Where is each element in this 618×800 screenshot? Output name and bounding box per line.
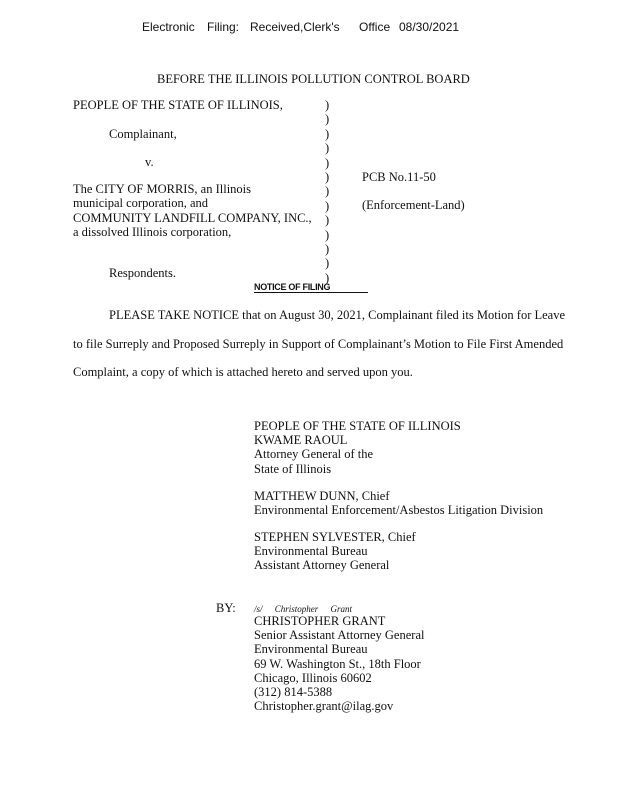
- sig-attorney-line: Environmental Bureau: [254, 642, 368, 657]
- electronic-signature: /s/ Christopher Grant: [254, 604, 353, 614]
- sig-attorney-line: 69 W. Washington St., 18th Floor: [254, 656, 421, 671]
- caption-versus: v.: [145, 155, 154, 169]
- sig-division-line: Environmental Enforcement/Asbestos Litigation Division: [254, 503, 544, 518]
- signature-block-division: [254, 489, 543, 517]
- sig-agency-line: KWAME RAOUL: [254, 433, 348, 448]
- caption-respondents: Respondents.: [109, 266, 177, 280]
- caption-defendant-line2: municipal corporation, and: [73, 196, 209, 211]
- signature-block-attorney: [254, 614, 424, 713]
- sig-attorney-line: CHRISTOPHER GRANT: [254, 614, 386, 628]
- body-line-1: PLEASE TAKE NOTICE that on August 30, 2021, Complainant filed its Motion for Leave: [109, 308, 566, 322]
- header-received: Received,Clerk's: [250, 20, 340, 34]
- case-number: PCB No.11-50: [362, 170, 436, 184]
- header-filing: Filing:: [207, 20, 240, 34]
- sig-agency-line: Attorney General of the: [254, 447, 374, 462]
- board-title: BEFORE THE ILLINOIS POLLUTION CONTROL BOARD: [157, 72, 470, 86]
- notice-title-underline: [254, 292, 368, 293]
- caption-defendant-line4: a dissolved Illinois corporation,: [73, 225, 232, 240]
- notice-title: NOTICE OF FILING: [254, 282, 331, 292]
- sig-bureau-line: Assistant Attorney General: [254, 558, 390, 573]
- sig-agency-line: PEOPLE OF THE STATE OF ILLINOIS: [254, 419, 461, 433]
- sig-attorney-email: Christopher.grant@ilag.gov: [254, 699, 394, 714]
- body-line-3: Complaint, a copy of which is attached hereto and served upon you.: [73, 365, 413, 379]
- signature-block-bureau: [254, 530, 416, 573]
- sig-bureau-line: STEPHEN SYLVESTER, Chief: [254, 530, 416, 544]
- sig-attorney-line: Chicago, Illinois 60602: [254, 670, 372, 685]
- caption-complainant: Complainant,: [109, 127, 177, 141]
- sig-attorney-line: Senior Assistant Attorney General: [254, 628, 425, 643]
- header-office: Office: [359, 20, 391, 34]
- signature-block-agency: [254, 419, 461, 476]
- sig-agency-line: State of Illinois: [254, 461, 332, 476]
- sig-attorney-line: (312) 814-5388: [254, 685, 333, 700]
- header-electronic: Electronic: [142, 20, 195, 34]
- sig-division-line: MATTHEW DUNN, Chief: [254, 489, 390, 503]
- caption-plaintiff: PEOPLE OF THE STATE OF ILLINOIS,: [73, 98, 283, 112]
- body-line-2: to file Surreply and Proposed Surreply in Support of Complainant’s Motion to File First Amended: [73, 337, 564, 351]
- caption-defendants: [73, 182, 312, 240]
- caption-defendant-line3: COMMUNITY LANDFILL COMPANY, INC.,: [73, 210, 312, 225]
- sig-bureau-line: Environmental Bureau: [254, 544, 368, 559]
- caption-defendant-line1: The CITY OF MORRIS, an Illinois: [73, 182, 252, 196]
- case-type: (Enforcement-Land): [362, 198, 465, 212]
- header-date: 08/30/2021: [399, 20, 460, 34]
- caption-parentheses: ) ) ) ) ) ) ) ) ) ) ) ) ): [325, 98, 330, 285]
- by-label: BY:: [216, 601, 236, 615]
